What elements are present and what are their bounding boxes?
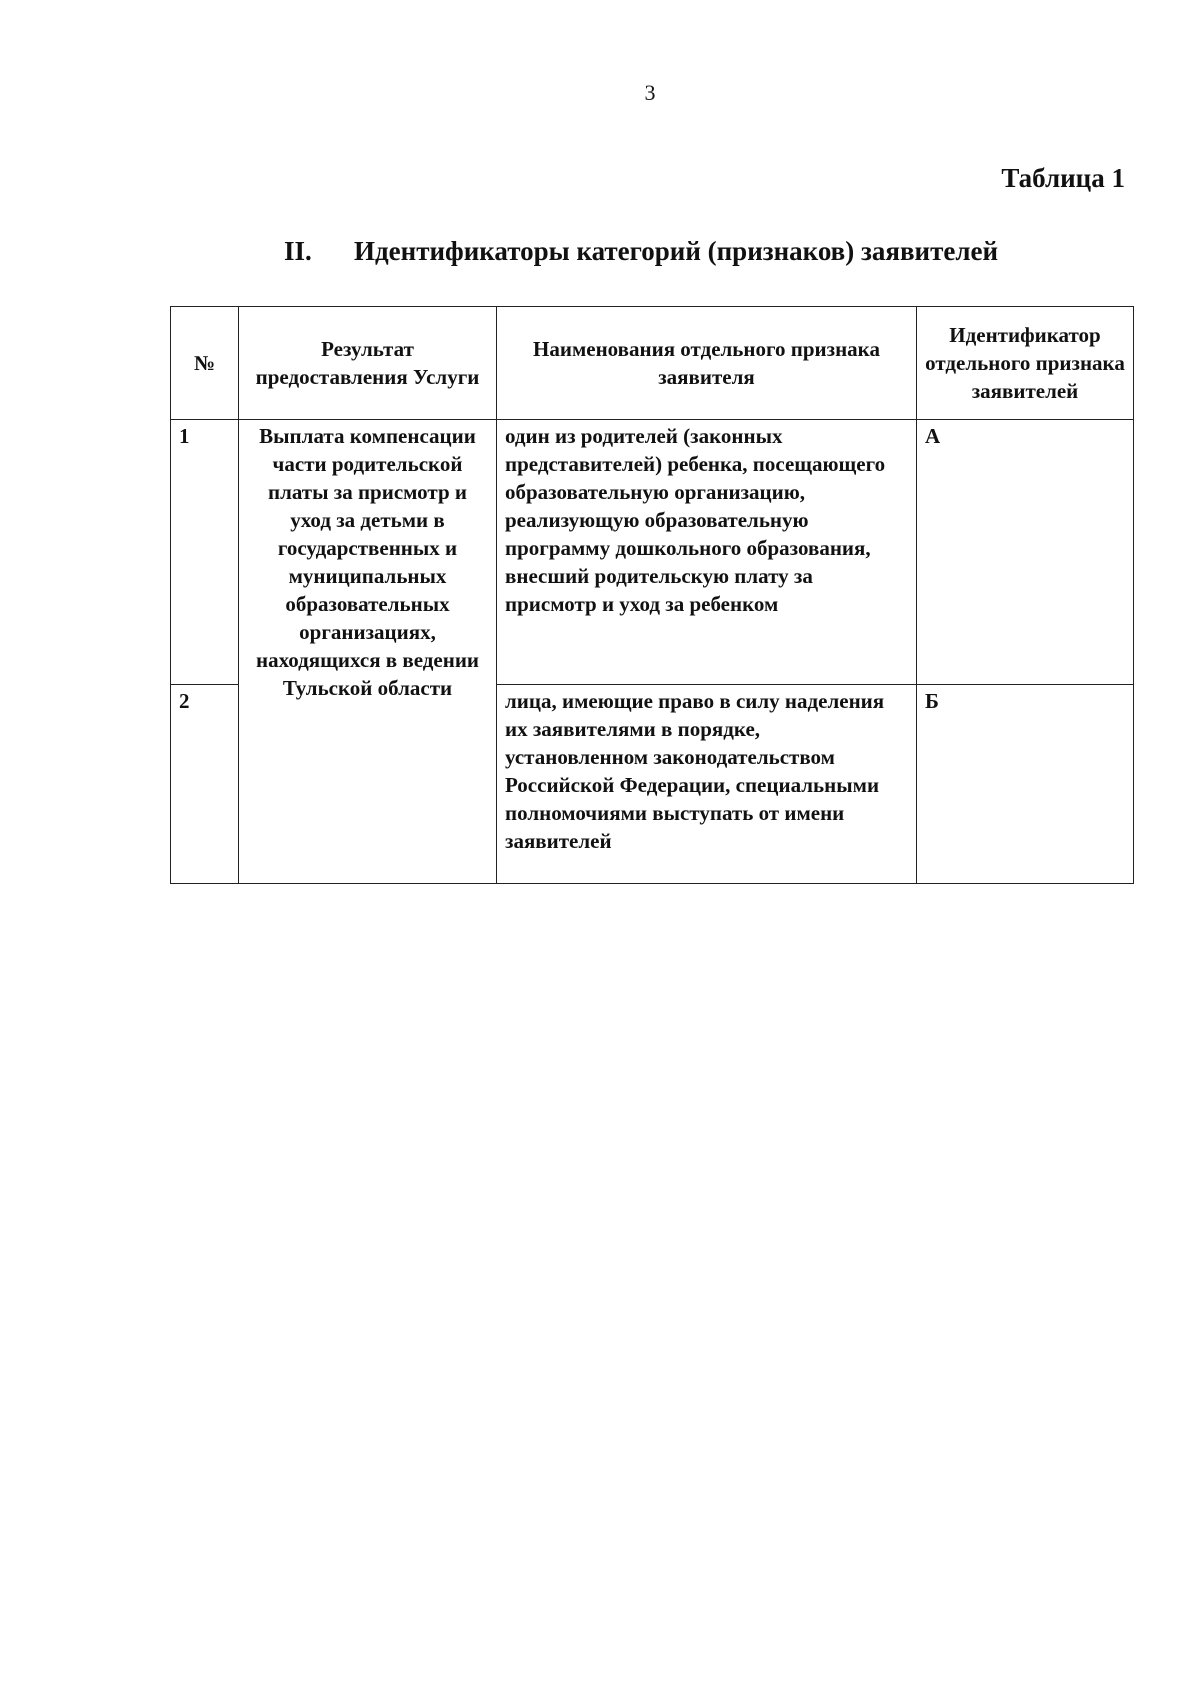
header-no: № <box>171 307 239 420</box>
section-heading <box>284 236 998 267</box>
table-caption: Таблица 1 <box>1001 163 1125 193</box>
table-header-row <box>171 307 1134 420</box>
applicant-sign-id: А <box>917 420 1134 685</box>
header-id: Идентификатор отдельного признака заявителей <box>917 307 1134 420</box>
applicant-sign-id: Б <box>917 685 1134 884</box>
result-cell: Выплата компенсации части родительской платы за присмотр и уход за детьми в государственных и муниципальных образовательных организациях, находящихся в ведении Тульской области <box>239 420 497 884</box>
applicant-sign-name: один из родителей (законных представителей) ребенка, посещающего образовательную организацию, реализующую образовательную программу дошкольного образования, внесший родительскую плату за присмотр и уход за ребенком <box>497 420 917 685</box>
header-result: Результат предоставления Услуги <box>239 307 497 420</box>
header-name: Наименования отдельного признака заявителя <box>497 307 917 420</box>
section-title: Идентификаторы категорий (признаков) заявителей <box>354 236 999 266</box>
applicant-identifiers-table <box>170 306 1134 884</box>
page-number: 3 <box>644 80 656 105</box>
table-row <box>171 420 1134 685</box>
applicant-sign-name: лица, имеющие право в силу наделения их заявителями в порядке, установленном законодательством Российской Федерации, специальными полномочиями выступать от имени заявителей <box>497 685 917 884</box>
section-number: II. <box>284 236 312 266</box>
row-number: 2 <box>171 685 239 884</box>
row-number: 1 <box>171 420 239 685</box>
